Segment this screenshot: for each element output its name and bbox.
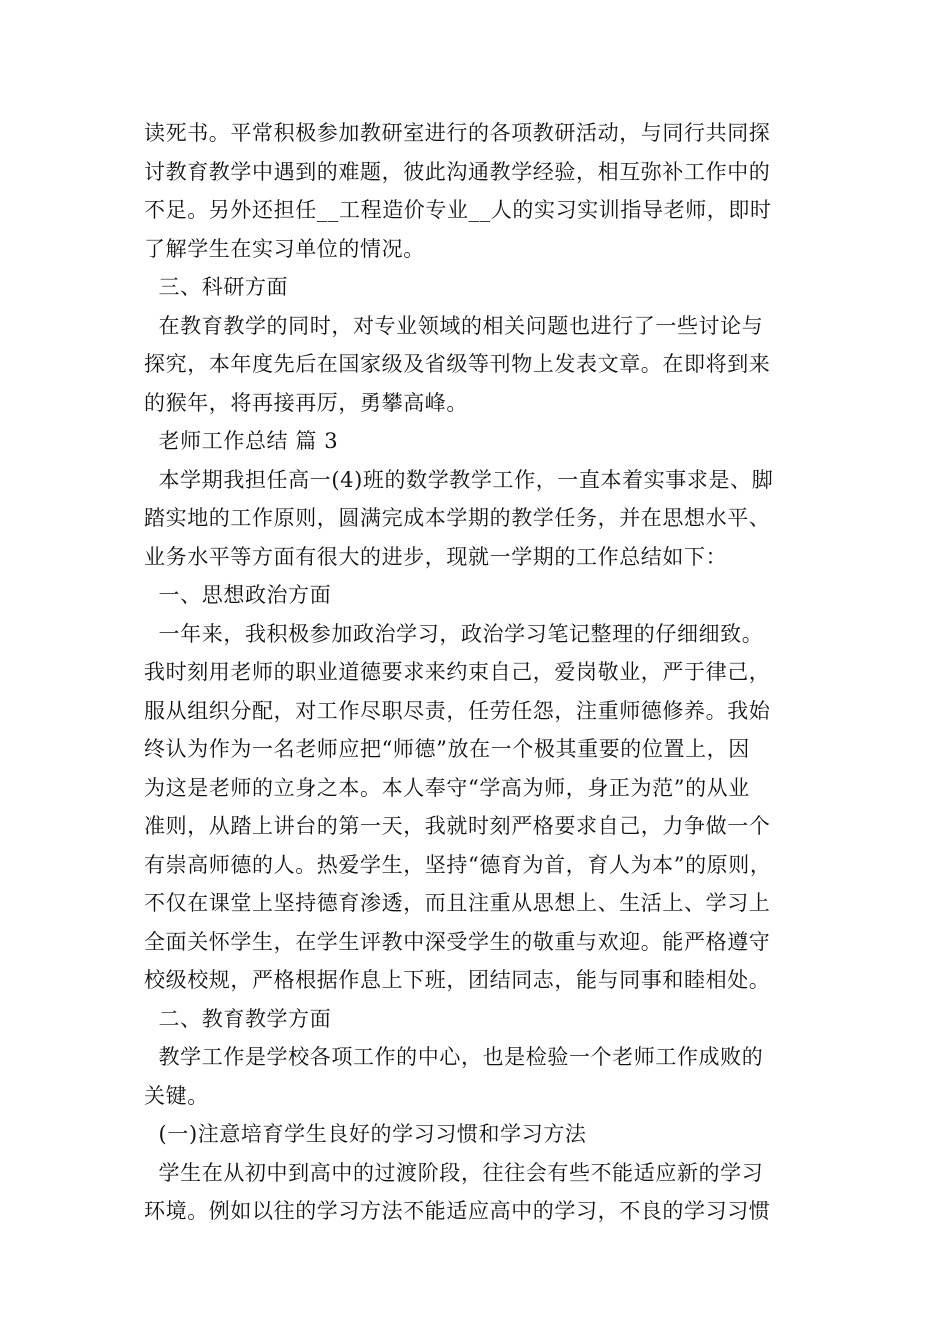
text-line: 教学工作是学校各项工作的中心，也是检验一个老师工作成败的 xyxy=(144,1045,764,1069)
text-line: 了解学生在实习单位的情况。 xyxy=(144,236,425,261)
text-line: 不足。另外还担任__工程造价专业__人的实习实训指导老师，即时 xyxy=(144,198,772,222)
section-heading: 一、思想政治方面 xyxy=(144,583,332,607)
text-line: 关键。 xyxy=(144,1083,209,1108)
text-line: 环境。例如以往的学习方法不能适应高中的学习，不良的学习习惯 xyxy=(144,1199,771,1223)
document-body xyxy=(144,114,824,1231)
text-line: 业务水平等方面有很大的进步，现就一学期的工作总结如下： xyxy=(144,544,728,569)
article-title: 老师工作总结 篇 3 xyxy=(144,429,339,453)
text-line: 踏实地的工作原则，圆满完成本学期的教学任务，并在思想水平、 xyxy=(144,506,771,530)
text-line: 准则，从踏上讲台的第一天，我就时刻严格要求自己，力争做一个 xyxy=(144,814,771,838)
subsection-heading: (一)注意培育学生良好的学习习惯和学习方法 xyxy=(144,1122,587,1146)
section-heading: 二、教育教学方面 xyxy=(144,1006,332,1031)
text-line: 探究，本年度先后在国家级及省级等刊物上发表文章。在即将到来 xyxy=(144,352,771,376)
text-line: 在教育教学的同时，对专业领域的相关问题也进行了一些讨论与 xyxy=(144,313,764,338)
text-line: 终认为作为一名老师应把“师德”放在一个极其重要的位置上，因 xyxy=(144,737,750,761)
text-line: 学生在从初中到高中的过渡阶段，往往会有些不能适应新的学习 xyxy=(144,1160,764,1185)
text-line: 我时刻用老师的职业道德要求来约束自己，爱岗敬业，严于律己， xyxy=(144,660,771,684)
text-line: 一年来，我积极参加政治学习，政治学习笔记整理的仔细细致。 xyxy=(144,621,764,646)
section-heading: 三、科研方面 xyxy=(144,275,289,299)
text-line: 本学期我担任高一(4)班的数学教学工作，一直本着实事求是、脚 xyxy=(144,467,774,492)
text-line: 读死书。平常积极参加教研室进行的各项教研活动，与同行共同探 xyxy=(144,121,771,145)
text-line: 有崇高师德的人。热爱学生，坚持“德育为首，育人为本”的原则， xyxy=(144,852,772,877)
text-line: 的猴年，将再接再厉，勇攀高峰。 xyxy=(144,390,468,415)
text-line: 为这是老师的立身之本。本人奉守“学高为师，身正为范”的从业 xyxy=(144,775,750,800)
text-line: 讨教育教学中遇到的难题，彼此沟通教学经验，相互弥补工作中的 xyxy=(144,159,771,184)
text-line: 服从组织分配，对工作尽职尽责，任劳任怨，注重师德修养。我始 xyxy=(144,698,771,723)
text-line: 全面关怀学生，在学生评教中深受学生的敬重与欢迎。能严格遵守 xyxy=(144,929,771,954)
text-line: 不仅在课堂上坚持德育渗透，而且注重从思想上、生活上、学习上 xyxy=(144,891,771,915)
text-line: 校级校规，严格根据作息上下班，团结同志，能与同事和睦相处。 xyxy=(144,968,771,992)
